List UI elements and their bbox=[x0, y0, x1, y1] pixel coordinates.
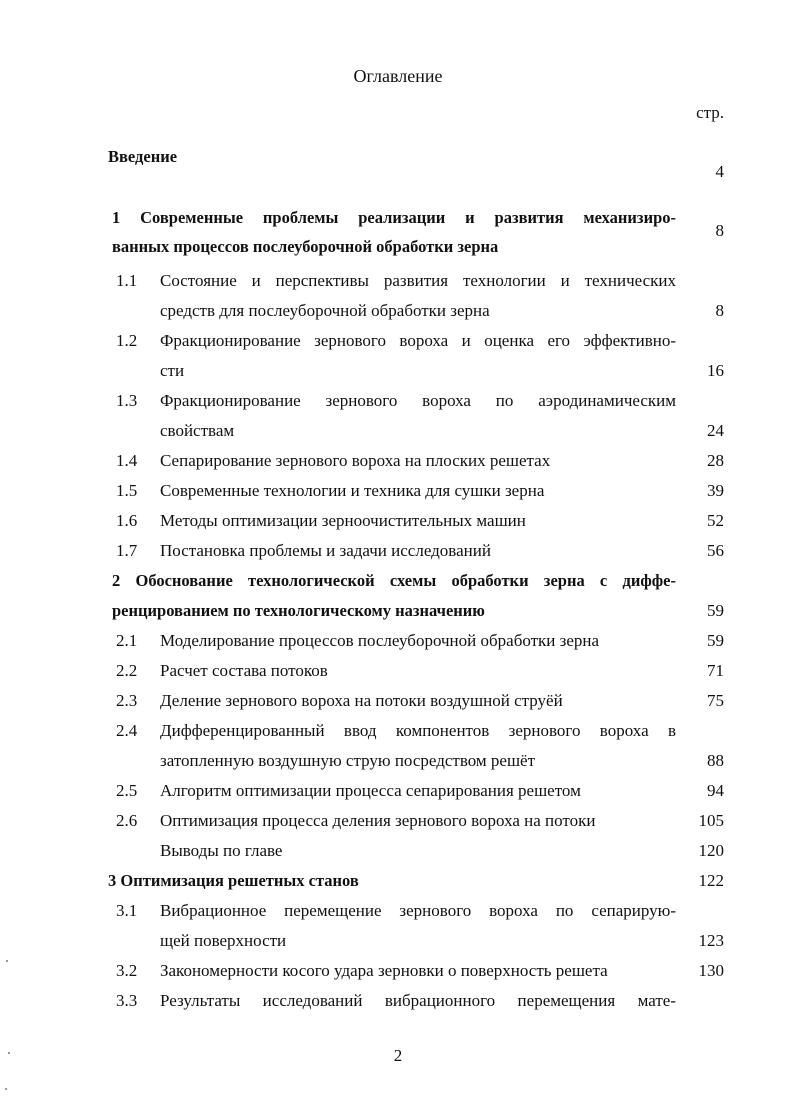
toc-entry-title: Моделирование процессов послеуборочной обработки зерна bbox=[160, 631, 600, 650]
toc-entry-title: Вибрационное перемещение зернового вороха по сепарирую- bbox=[160, 901, 676, 920]
toc-entry-page: 120 bbox=[698, 841, 724, 860]
scan-speck bbox=[5, 1088, 7, 1090]
toc-entry-number: 1.3 bbox=[116, 391, 138, 410]
toc-entry-page: 122 bbox=[698, 871, 724, 890]
toc-entry-title: Фракционирование зернового вороха по аэродинамическим bbox=[160, 391, 676, 410]
toc-entry-title: Дифференцированный ввод компонентов зернового вороха в bbox=[160, 721, 676, 740]
toc-entry-page: 105 bbox=[698, 811, 724, 830]
toc-entry-number: 3.1 bbox=[116, 901, 138, 920]
toc-entry-title: затопленную воздушную струю посредством решёт bbox=[160, 751, 536, 770]
toc-title: Оглавление bbox=[353, 66, 443, 86]
toc-entry-title: Фракционирование зернового вороха и оценка его эффективно- bbox=[160, 331, 676, 350]
toc-entry-page: 88 bbox=[707, 751, 724, 770]
toc-entry-title: Закономерности косого удара зерновки о поверхность решета bbox=[160, 961, 608, 980]
toc-entry-title: Состояние и перспективы развития технологии и технических bbox=[160, 271, 676, 290]
toc-entry-title: Постановка проблемы и задачи исследований bbox=[160, 541, 491, 560]
toc-entry-number: 1.5 bbox=[116, 481, 138, 500]
toc-entry-page: 24 bbox=[707, 421, 724, 440]
toc-entry-number: 3.2 bbox=[116, 961, 138, 980]
toc-entry-number: 2.1 bbox=[116, 631, 138, 650]
toc-entry-number: 2.2 bbox=[116, 661, 138, 680]
toc-entry-page: 130 bbox=[698, 961, 724, 980]
toc-entry-page: 39 bbox=[707, 481, 724, 500]
toc-entry-page: 71 bbox=[707, 661, 724, 680]
toc-entry-number: 1.1 bbox=[116, 271, 138, 290]
toc-entry-title: Современные технологии и техника для сушки зерна bbox=[160, 481, 545, 500]
toc-entry-number: 1.4 bbox=[116, 451, 138, 470]
toc-entry-title: Сепарирование зернового вороха на плоских решетах bbox=[160, 451, 551, 470]
toc-entry-page: 4 bbox=[715, 162, 724, 181]
toc-entry-title: Расчет состава потоков bbox=[160, 661, 328, 680]
toc-entry-page: 94 bbox=[707, 781, 724, 800]
toc-entry-number: 1.6 bbox=[116, 511, 138, 530]
scan-speck bbox=[8, 1052, 10, 1054]
toc-chapter-title: Введение bbox=[108, 147, 178, 166]
toc-entry-page: 8 bbox=[715, 221, 724, 240]
toc-chapter-title: ванных процессов послеуборочной обработки зерна bbox=[112, 237, 499, 256]
toc-entry-title: свойствам bbox=[160, 421, 235, 440]
toc-entry-page: 59 bbox=[707, 631, 724, 650]
toc-entry-page: 123 bbox=[698, 931, 724, 950]
toc-entry-title: Оптимизация процесса деления зернового вороха на потоки bbox=[160, 811, 596, 830]
page-column-label: стр. bbox=[696, 103, 724, 122]
toc-chapter-title: 3 Оптимизация решетных станов bbox=[108, 871, 359, 890]
toc-entry-title: щей поверхности bbox=[160, 931, 287, 950]
toc-entry-page: 56 bbox=[707, 541, 724, 560]
toc-entry-number: 2.4 bbox=[116, 721, 138, 740]
toc-entry-title: Деление зернового вороха на потоки воздушной струёй bbox=[160, 691, 563, 710]
toc-entry-number: 2.5 bbox=[116, 781, 138, 800]
toc-entry-number: 3.3 bbox=[116, 991, 138, 1010]
toc-chapter-title: 1 Современные проблемы реализации и развития механизиро- bbox=[112, 208, 676, 227]
toc-entry-title: Выводы по главе bbox=[160, 841, 283, 860]
toc-entry-title: Алгоритм оптимизации процесса сепарирования решетом bbox=[160, 781, 581, 800]
toc-entry-page: 52 bbox=[707, 511, 724, 530]
toc-entry-number: 1.2 bbox=[116, 331, 138, 350]
toc-entry-page: 75 bbox=[707, 691, 724, 710]
toc-entry-title: средств для послеуборочной обработки зерна bbox=[160, 301, 490, 320]
toc-entry-number: 2.6 bbox=[116, 811, 138, 830]
toc-entry-title: Методы оптимизации зерноочистительных машин bbox=[160, 511, 526, 530]
toc-entry-page: 59 bbox=[707, 601, 724, 620]
toc-entry-title: Результаты исследований вибрационного перемещения мате- bbox=[160, 991, 676, 1010]
toc-chapter-title: ренцированием по технологическому назначению bbox=[112, 601, 485, 620]
toc-entry-page: 16 bbox=[707, 361, 724, 380]
toc-entry-number: 1.7 bbox=[116, 541, 138, 560]
toc-entry-page: 28 bbox=[707, 451, 724, 470]
toc-chapter-title: 2 Обоснование технологической схемы обработки зерна с диффе- bbox=[112, 571, 676, 590]
toc-entry-title: сти bbox=[160, 361, 185, 380]
scan-speck bbox=[6, 960, 8, 962]
page-number: 2 bbox=[393, 1046, 403, 1065]
toc-entry-number: 2.3 bbox=[116, 691, 138, 710]
toc-entry-page: 8 bbox=[715, 301, 724, 320]
